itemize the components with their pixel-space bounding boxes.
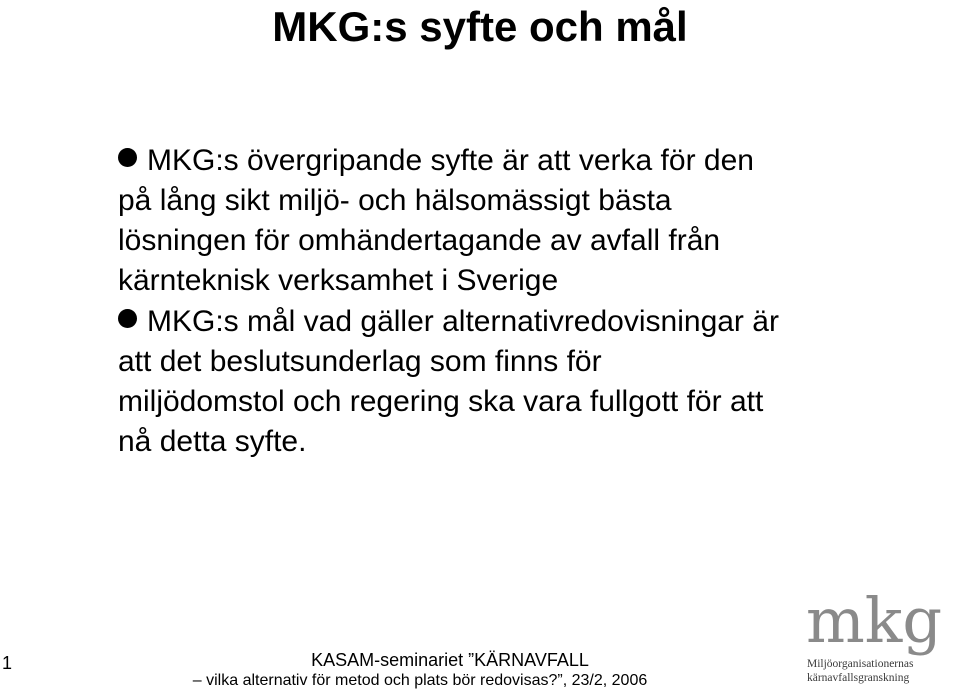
bullet-line: nå detta syfte. [118,425,307,458]
logo-org-name-line1: Miljöorganisationernas [807,658,914,670]
bullet-item-goal-alternatives [118,302,918,462]
logo-org-name-line2: kärnavfallsgranskning [807,672,910,684]
bullet-line: MKG:s mål vad gäller alternativredovisningar är [147,305,779,338]
bullet-line: lösningen för omhändertagande av avfall från [118,224,721,257]
slide-title: MKG:s syfte och mål [272,3,688,50]
bullet-dot-icon [118,309,137,328]
bullet-dot-icon [118,148,137,167]
bullet-list [118,141,918,463]
bullet-line: kärnteknisk verksamhet i Sverige [118,264,559,297]
footer-seminar-title: KASAM-seminariet ”KÄRNAVFALL [311,650,589,670]
mkg-logo-wordmark-icon [800,592,960,658]
bullet-line: MKG:s övergripande syfte är att verka för den [147,144,754,177]
bullet-line: på lång sikt miljö- och hälsomässigt bästa [118,184,672,217]
page-number: 1 [2,653,13,673]
bullet-item-goal-overall [118,141,918,301]
bullet-line: miljödomstol och regering ska vara fullgott för att [118,385,764,418]
logo-wordmark: mkg [806,592,943,657]
footer-seminar-subtitle: – vilka alternativ för metod och plats bör redovisas?”, 23/2, 2006 [192,672,648,689]
bullet-line: att det beslutsunderlag som finns för [118,345,602,378]
